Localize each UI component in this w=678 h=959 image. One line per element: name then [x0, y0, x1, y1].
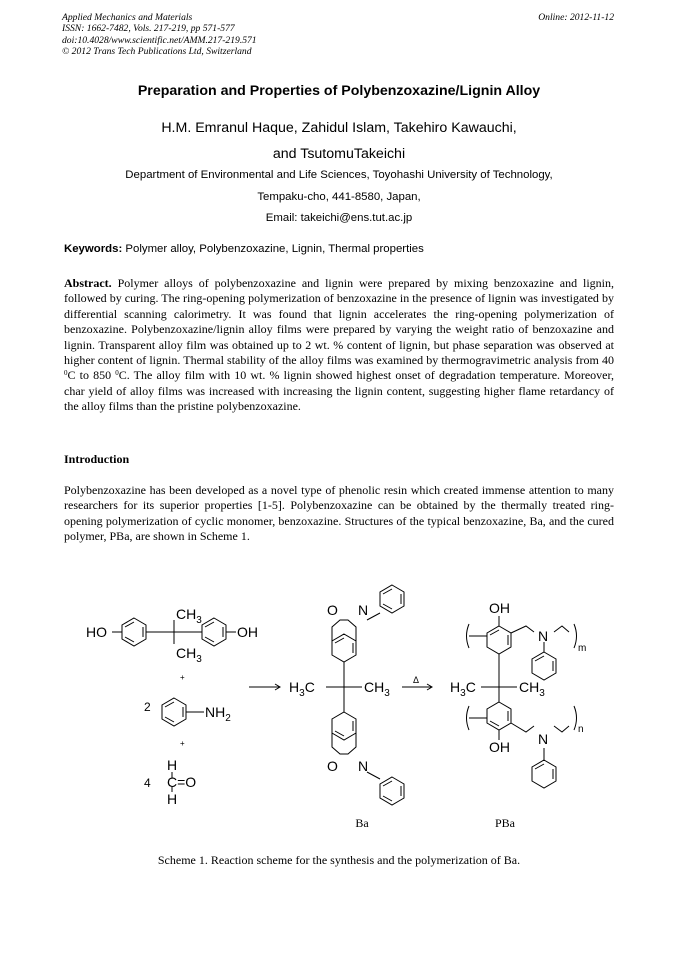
abstract-text-1: Polymer alloys of polybenzoxazine and lignin were prepared by mixing benzoxazine and lignin, followed by curing. The ring-opening polymerization of benzoxazine in the presence of lignin was investigated by differential scanning calorimetry. It was found that lignin accelerates the ring-opening polymerization of benzoxazine. Polybenzoxazine/lignin alloy films were prepared by varying the weight ratio of benzoxazine and lignin. Transparent alloy film was obtained up to 2 wt. % content of lignin, but phase separation was observed at higher content of lignin. Thermal stability of the alloy films was examined by thermogravimetric analysis from 40	[64, 276, 615, 368]
sub3: 3	[299, 688, 305, 699]
degree-sup-1: 0	[64, 369, 68, 378]
pba-ch3-label	[519, 679, 545, 699]
pba-subscript-m: m	[578, 643, 587, 654]
bisphenol-ch3-top	[176, 606, 202, 626]
h-text: H	[450, 679, 461, 695]
authors	[0, 115, 678, 167]
affiliation-line-2: Tempaku-cho, 441-8580, Japan,	[257, 190, 421, 203]
sub3: 3	[460, 688, 466, 699]
abstract-text-2: C to 850	[67, 368, 116, 383]
ba-h3c-label	[289, 679, 315, 699]
formaldehyde-h-bottom: H	[167, 791, 178, 807]
plus-sign-1: +	[180, 673, 185, 682]
keywords	[64, 243, 616, 255]
c-text: C	[465, 679, 476, 695]
sub3: 3	[384, 688, 390, 699]
scheme-caption: Scheme 1. Reaction scheme for the synthesis and the polymerization of Ba.	[157, 853, 521, 867]
formaldehyde-co: C=O	[167, 774, 197, 790]
affiliation	[0, 165, 678, 230]
sub2: 2	[225, 713, 231, 724]
introduction-heading: Introduction	[64, 452, 130, 466]
email: Email: takeichi@ens.tut.ac.jp	[265, 212, 413, 224]
reaction-scheme	[64, 580, 616, 842]
keywords-label: Keywords:	[64, 243, 123, 255]
copyright: © 2012 Trans Tech Publications Ltd, Switzerland	[62, 46, 252, 58]
journal-header	[62, 12, 614, 58]
aniline-nh2-label	[205, 704, 231, 724]
paper-title: Preparation and Properties of Polybenzoxazine/Lignin Alloy	[137, 83, 541, 99]
ch3-text: CH	[176, 645, 197, 661]
introduction-text: Polybenzoxazine has been developed as a novel type of phenolic resin which created immense attention to many researchers for its superior properties [1-5]. Polybenzoxazine can be obtained by the thermally treated ring-opening polymerization of cyclic monomer, benzoxazine. Structures of the typical benzoxazine, Ba, and the cured polymer, PBa, are shown in Scheme 1.	[64, 483, 614, 544]
journal-name: Applied Mechanics and Materials	[62, 12, 193, 23]
ba-ch3-label	[364, 679, 390, 699]
ch3-text: CH	[176, 606, 197, 622]
pba-oh-bottom: OH	[489, 739, 510, 755]
authors-line-1: H.M. Emranul Haque, Zahidul Islam, Takehiro Kawauchi,	[161, 120, 517, 136]
ba-nitrogen-top: N	[358, 602, 369, 618]
bisphenol-ho-label: HO	[86, 624, 107, 640]
bisphenol-ch3-bottom	[176, 645, 202, 665]
pba-nitrogen-top: N	[538, 628, 549, 644]
pba-subscript-n: n	[578, 724, 584, 735]
h-text: H	[289, 679, 300, 695]
pba-oh-top: OH	[489, 600, 510, 616]
keywords-text: Polymer alloy, Polybenzoxazine, Lignin, Thermal properties	[125, 243, 424, 255]
aniline-coefficient: 2	[144, 700, 151, 714]
ch3-text: CH	[519, 679, 540, 695]
ba-label: Ba	[355, 816, 369, 830]
abstract-text-3: C. The alloy film with 10 wt. % lignin showed highest onset of degradation temperature. Moreover, char yield of alloy films was increased with increasing the lignin content, suggesting higher flame retardancy of the alloy films than the pristine polybenzoxazine.	[64, 368, 614, 414]
affiliation-line-1: Department of Environmental and Life Sciences, Toyohashi University of Technology,	[125, 169, 553, 181]
abstract	[64, 276, 614, 415]
degree-sup-2: 0	[115, 369, 119, 378]
sub3: 3	[196, 615, 202, 626]
nh-text: NH	[205, 704, 226, 720]
ba-oxygen-bottom: O	[327, 758, 338, 774]
sub3: 3	[539, 688, 545, 699]
formaldehyde-coefficient: 4	[144, 776, 151, 790]
pba-h3c-label	[450, 679, 476, 699]
pba-nitrogen-bottom: N	[538, 731, 549, 747]
online-date: Online: 2012-11-12	[538, 12, 614, 23]
abstract-label: Abstract.	[64, 276, 112, 290]
bisphenol-oh-label: OH	[237, 624, 258, 640]
formaldehyde-h-top: H	[167, 757, 178, 773]
ba-oxygen-top: O	[327, 602, 338, 618]
heat-delta: Δ	[413, 675, 420, 685]
pba-label: PBa	[494, 816, 516, 830]
doi: doi:10.4028/www.scientific.net/AMM.217-219.571	[62, 34, 257, 46]
authors-line-2: and TsutomuTakeichi	[272, 146, 406, 162]
plus-sign-2: +	[180, 739, 185, 748]
issn: ISSN: 1662-7482, Vols. 217-219, pp 571-577	[62, 23, 235, 35]
ch3-text: CH	[364, 679, 385, 695]
c-text: C	[304, 679, 315, 695]
sub3: 3	[196, 654, 202, 665]
ba-nitrogen-bottom: N	[358, 758, 369, 774]
